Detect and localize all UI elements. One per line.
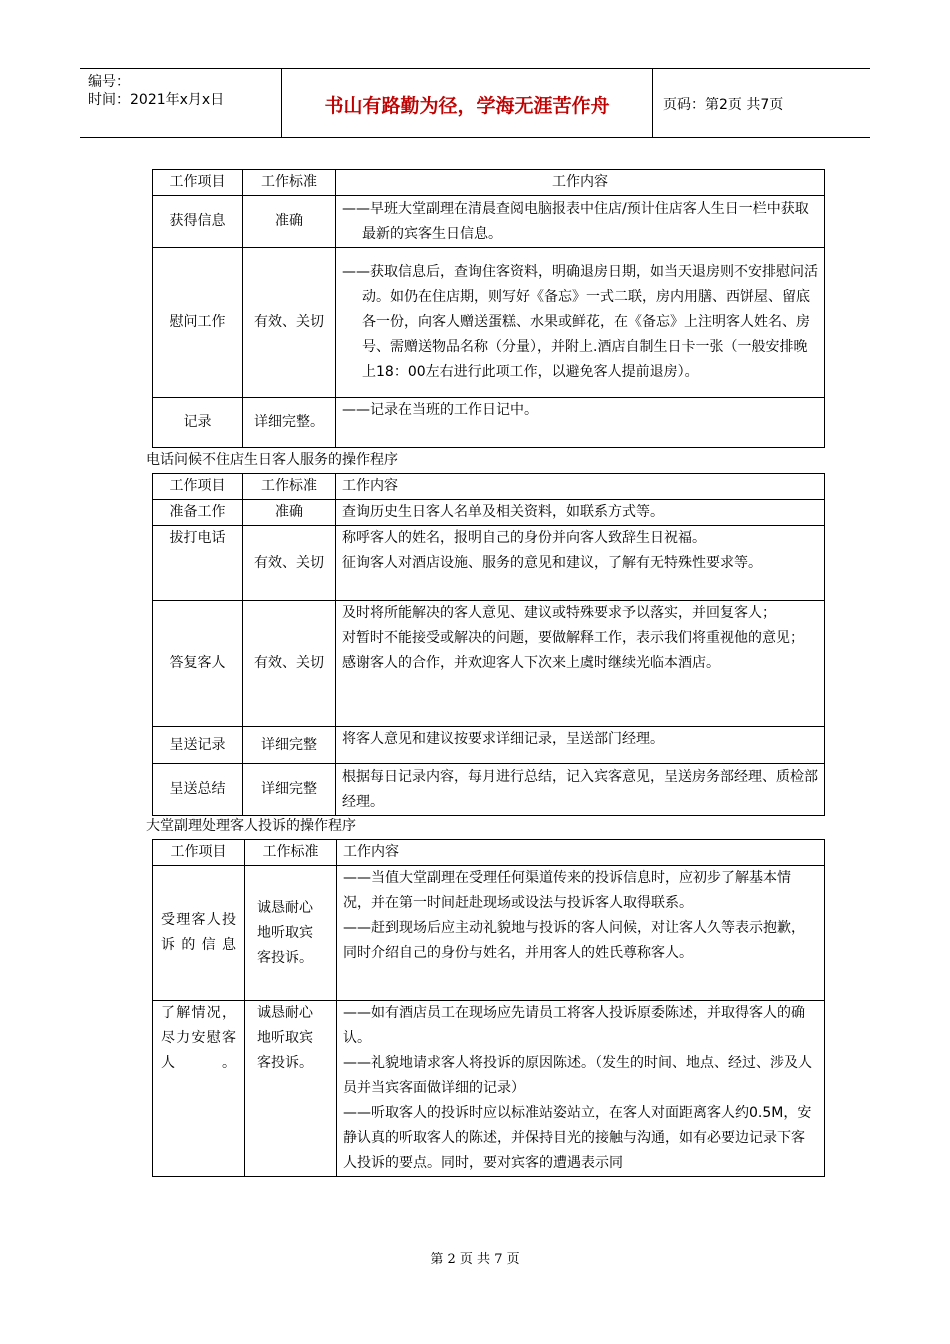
column-header-standard: 工作标准 <box>245 840 337 866</box>
row-item: 呈送记录 <box>153 727 243 764</box>
row-item: 慰问工作 <box>153 248 243 398</box>
row-item: 受理客人投诉的信息 <box>153 866 245 1001</box>
header-page-number: 页码：第2页 共7页 <box>663 97 784 113</box>
table-row <box>153 764 825 816</box>
row-content: ——早班大堂副理在清晨查阅电脑报表中住店/预计住店客人生日一栏中获取最新的宾客生日信息。 <box>336 196 825 248</box>
row-content: 及时将所能解决的客人意见、建议或特殊要求予以落实，并回复客人； 对暂时不能接受或解决的问题，要做解释工作，表示我们将重视他的意见； 感谢客人的合作，并欢迎客人下次来上虞时继续光临本酒店。 <box>336 601 825 727</box>
table-row <box>153 500 825 526</box>
column-header-item: 工作项目 <box>153 474 243 500</box>
table-row <box>153 601 825 727</box>
row-standard: 详细完整 <box>243 764 336 816</box>
table-row <box>153 727 825 764</box>
row-item: 记录 <box>153 398 243 448</box>
row-standard: 有效、关切 <box>243 248 336 398</box>
table-row <box>153 196 825 248</box>
row-item: 呈送总结 <box>153 764 243 816</box>
row-content: 查询历史生日客人名单及相关资料，如联系方式等。 <box>336 500 825 526</box>
column-header-standard: 工作标准 <box>243 170 336 196</box>
table-row <box>153 866 825 1001</box>
row-content: ——记录在当班的工作日记中。 <box>336 398 825 448</box>
footer-page-number: 第 2 页 共 7 页 <box>430 1252 520 1267</box>
phone-greeting-table <box>152 473 825 816</box>
row-item: 获得信息 <box>153 196 243 248</box>
page-footer <box>0 1248 950 1267</box>
header-page-cell <box>653 69 870 137</box>
row-standard: 诚恳耐心地听取宾客投诉。 <box>245 1001 337 1177</box>
row-standard: 有效、关切 <box>243 601 336 727</box>
row-item: 了解情况，尽力安慰客人。 <box>153 1001 245 1177</box>
header-info-cell <box>80 69 282 137</box>
row-content: ——获取信息后，查询住客资料，明确退房日期，如当天退房则不安排慰问活动。如仍在住店期，则写好《备忘》一式二联，房内用膳、西饼屋、留底各一份，向客人赠送蛋糕、水果或鲜花，在《备忘》上注明客人姓名、房号、需赠送物品名称（分量），并附上.酒店自制生日卡一张（一般安排晚上18：00左右进行此项工作，以避免客人提前退房）。 <box>336 248 825 398</box>
table-header-row <box>153 474 825 500</box>
header-motto: 书山有路勤为径，学海无涯苦作舟 <box>324 95 610 117</box>
column-header-item: 工作项目 <box>153 840 245 866</box>
column-header-content: 工作内容 <box>336 474 825 500</box>
row-content: ——当值大堂副理在受理任何渠道传来的投诉信息时，应初步了解基本情况，并在第一时间赶赴现场或设法与投诉客人取得联系。 ——赶到现场后应主动礼貌地与投诉的客人问候，对让客人久等表示抱歉，同时介绍自己的身份与姓名，并用客人的姓氏尊称客人。 <box>337 866 825 1001</box>
row-content: ——如有酒店员工在现场应先请员工将客人投诉原委陈述，并取得客人的确认。 ——礼貌地请求客人将投诉的原因陈述。（发生的时间、地点、经过、涉及人员并当宾客面做详细的记录） ——听取客人的投诉时应以标准站姿站立，在客人对面距离客人约0.5M，安静认真的听取客人的陈述，并保持目光的接触与沟通，如有必要边记录下客人投诉的要点。同时，要对宾客的遭遇表示同 <box>337 1001 825 1177</box>
document-number-label: 编号： <box>88 74 130 90</box>
column-header-item: 工作项目 <box>153 170 243 196</box>
document-time-label: 时间：2021年x月x日 <box>88 92 225 108</box>
complaint-handling-table <box>152 839 825 1177</box>
row-content: 根据每日记录内容，每月进行总结，记入宾客意见，呈送房务部经理、质检部经理。 <box>336 764 825 816</box>
document-header <box>80 68 870 138</box>
table-row <box>153 398 825 448</box>
header-motto-cell <box>282 69 653 137</box>
row-standard: 详细完整。 <box>243 398 336 448</box>
row-item: 准备工作 <box>153 500 243 526</box>
table-row <box>153 526 825 601</box>
section-title-phone-greeting: 电话问候不住店生日客人服务的操作程序 <box>146 452 398 468</box>
row-standard: 准确 <box>243 196 336 248</box>
row-item: 拔打电话 <box>153 526 243 601</box>
row-standard: 诚恳耐心地听取宾客投诉。 <box>245 866 337 1001</box>
table-row <box>153 248 825 398</box>
row-content: 将客人意见和建议按要求详细记录，呈送部门经理。 <box>336 727 825 764</box>
row-content: 称呼客人的姓名，报明自己的身份并向客人致辞生日祝福。 征询客人对酒店设施、服务的意见和建议，了解有无特殊性要求等。 <box>336 526 825 601</box>
table-header-row <box>153 170 825 196</box>
section-title-complaints: 大堂副理处理客人投诉的操作程序 <box>146 818 356 834</box>
row-standard: 详细完整 <box>243 727 336 764</box>
column-header-standard: 工作标准 <box>243 474 336 500</box>
table-header-row <box>153 840 825 866</box>
column-header-content: 工作内容 <box>337 840 825 866</box>
row-standard: 准确 <box>243 500 336 526</box>
birthday-visit-table <box>152 169 825 448</box>
table-row <box>153 1001 825 1177</box>
column-header-content: 工作内容 <box>336 170 825 196</box>
row-item: 答复客人 <box>153 601 243 727</box>
row-standard: 有效、关切 <box>243 526 336 601</box>
